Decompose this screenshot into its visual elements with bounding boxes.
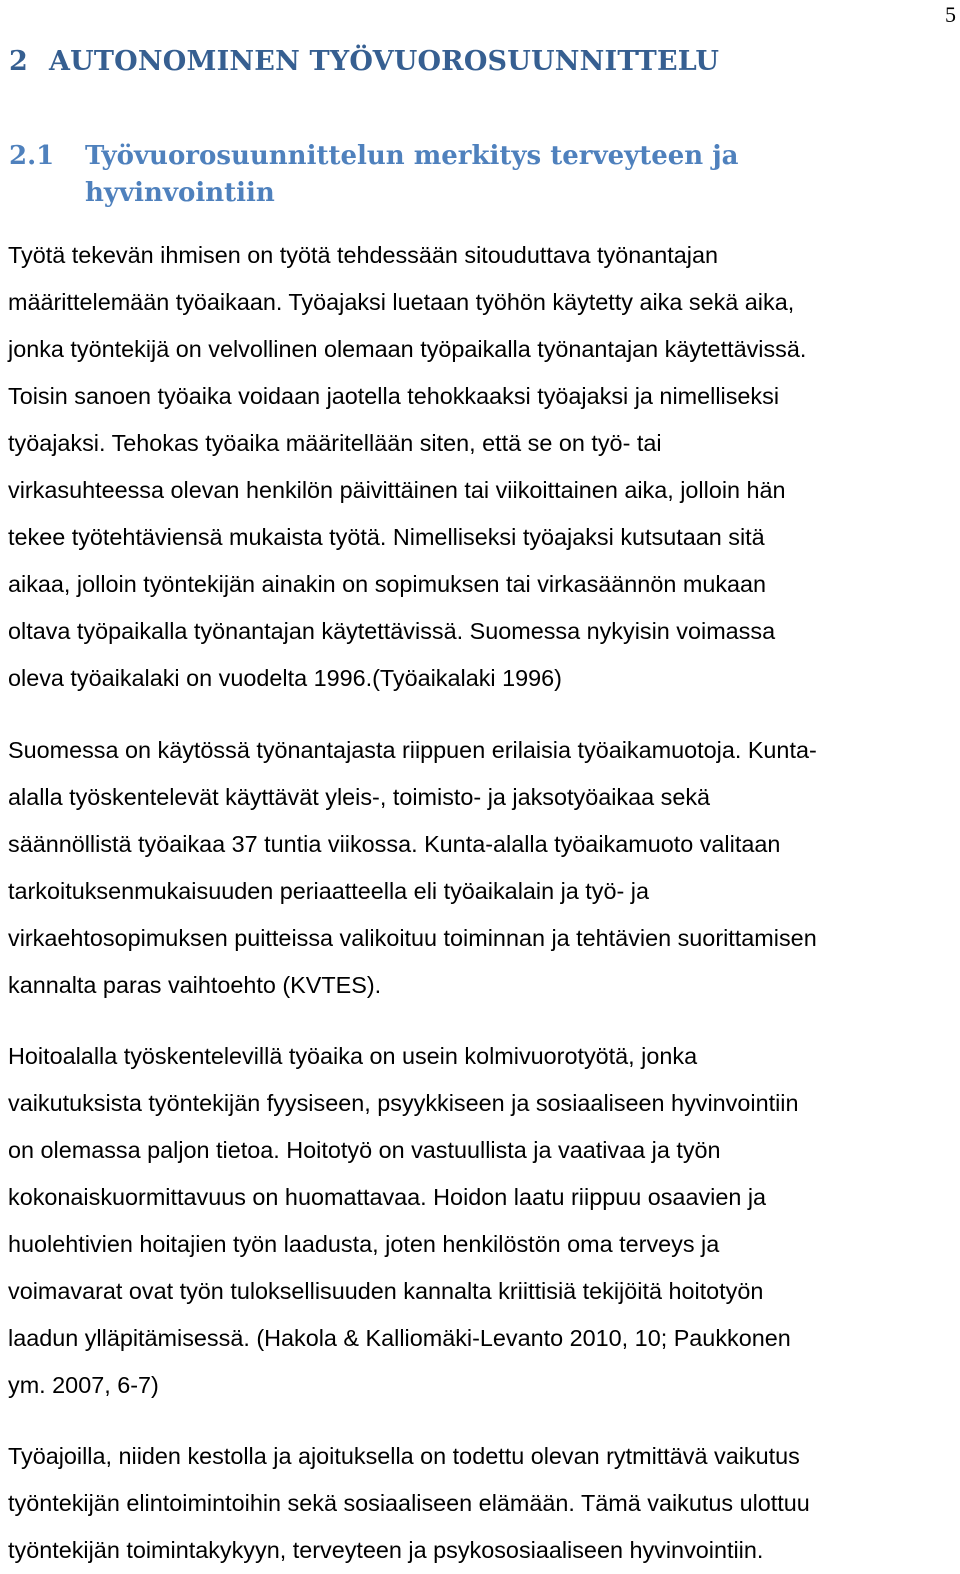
text-line: voimavarat ovat työn tuloksellisuuden kannalta kriittisiä tekijöitä hoitotyön [8,1278,764,1304]
text-line: kokonaiskuormittavuus on huomattavaa. Hoidon laatu riippuu osaavien ja [8,1184,767,1210]
text-line: oleva työaikalaki on vuodelta 1996.(Työaikalaki 1996) [8,665,562,691]
text-line: tekee työtehtäviensä mukaista työtä. Nimelliseksi työajaksi kutsutaan sitä [8,524,765,550]
text-line: työntekijän toimintakykyyn, terveyteen ja psykososiaaliseen hyvinvointiin. [8,1537,764,1563]
text-line: oltava työpaikalla työnantajan käytettävissä. Suomessa nykyisin voimassa [8,618,776,644]
chapter-title: AUTONOMINEN TYÖVUOROSUUNNITTELU [49,46,720,77]
page-number: 5 [945,2,956,27]
paragraph-rhythm-effects [8,1433,956,1574]
text-line: virkaehtosopimuksen puitteissa valikoituu toiminnan ja tehtävien suorittamisen [8,925,817,951]
section-number: 2.1 [9,141,55,171]
text-line: Työtä tekevän ihmisen on työtä tehdessään sitouduttava työnantajan [8,242,718,268]
text-line: laadun ylläpitämisessä. (Hakola & Kalliomäki-Levanto 2010, 10; Paukkonen [8,1325,791,1351]
text-line: Suomessa on käytössä työnantajasta riippuen erilaisia työaikamuotoja. Kunta- [8,737,817,763]
section-title [85,138,939,212]
paragraph-working-time-definition [8,232,956,702]
text-line: virkasuhteessa olevan henkilön päivittäinen tai viikoittainen aika, jolloin hän [8,477,786,503]
text-line: huolehtivien hoitajien työn laadusta, joten henkilöstön oma terveys ja [8,1231,720,1257]
text-line: vaikutuksista työntekijän fyysiseen, psyykkiseen ja sosiaaliseen hyvinvointiin [8,1090,799,1116]
text-line: ym. 2007, 6-7) [8,1372,159,1398]
text-line: Työajoilla, niiden kestolla ja ajoituksella on todettu olevan rytmittävä vaikutus [8,1443,800,1469]
section-title-line: Työvuorosuunnittelun merkitys terveyteen ja [85,141,739,171]
section-heading [9,138,939,212]
text-line: säännöllistä työaikaa 37 tuntia viikossa. Kunta-alalla työaikamuoto valitaan [8,831,781,857]
text-line: työajaksi. Tehokas työaika määritellään siten, että se on työ- tai [8,430,662,456]
text-line: tarkoituksenmukaisuuden periaatteella eli työaikalain ja työ- ja [8,878,650,904]
chapter-heading [9,46,909,77]
text-line: on olemassa paljon tietoa. Hoitotyö on vastuullista ja vaativaa ja työn [8,1137,721,1163]
text-line: Hoitoalalla työskentelevillä työaika on usein kolmivuorotyötä, jonka [8,1043,698,1069]
text-line: kannalta paras vaihtoehto (KVTES). [8,972,382,998]
text-line: Toisin sanoen työaika voidaan jaotella tehokkaaksi työajaksi ja nimelliseksi [8,383,780,409]
text-line: alalla työskentelevät käyttävät yleis-, toimisto- ja jaksotyöaikaa sekä [8,784,711,810]
chapter-number: 2 [9,46,28,77]
paragraph-working-time-forms [8,727,956,1009]
section-title-line: hyvinvointiin [85,178,275,208]
text-line: aikaa, jolloin työntekijän ainakin on sopimuksen tai virkasäännön mukaan [8,571,767,597]
text-line: määrittelemään työaikaan. Työajaksi luetaan työhön käytetty aika sekä aika, [8,289,795,315]
text-line: työntekijän elintoimintoihin sekä sosiaaliseen elämään. Tämä vaikutus ulottuu [8,1490,810,1516]
text-line: jonka työntekijä on velvollinen olemaan työpaikalla työnantajan käytettävissä. [8,336,807,362]
paragraph-nursing-shift-work [8,1033,956,1409]
